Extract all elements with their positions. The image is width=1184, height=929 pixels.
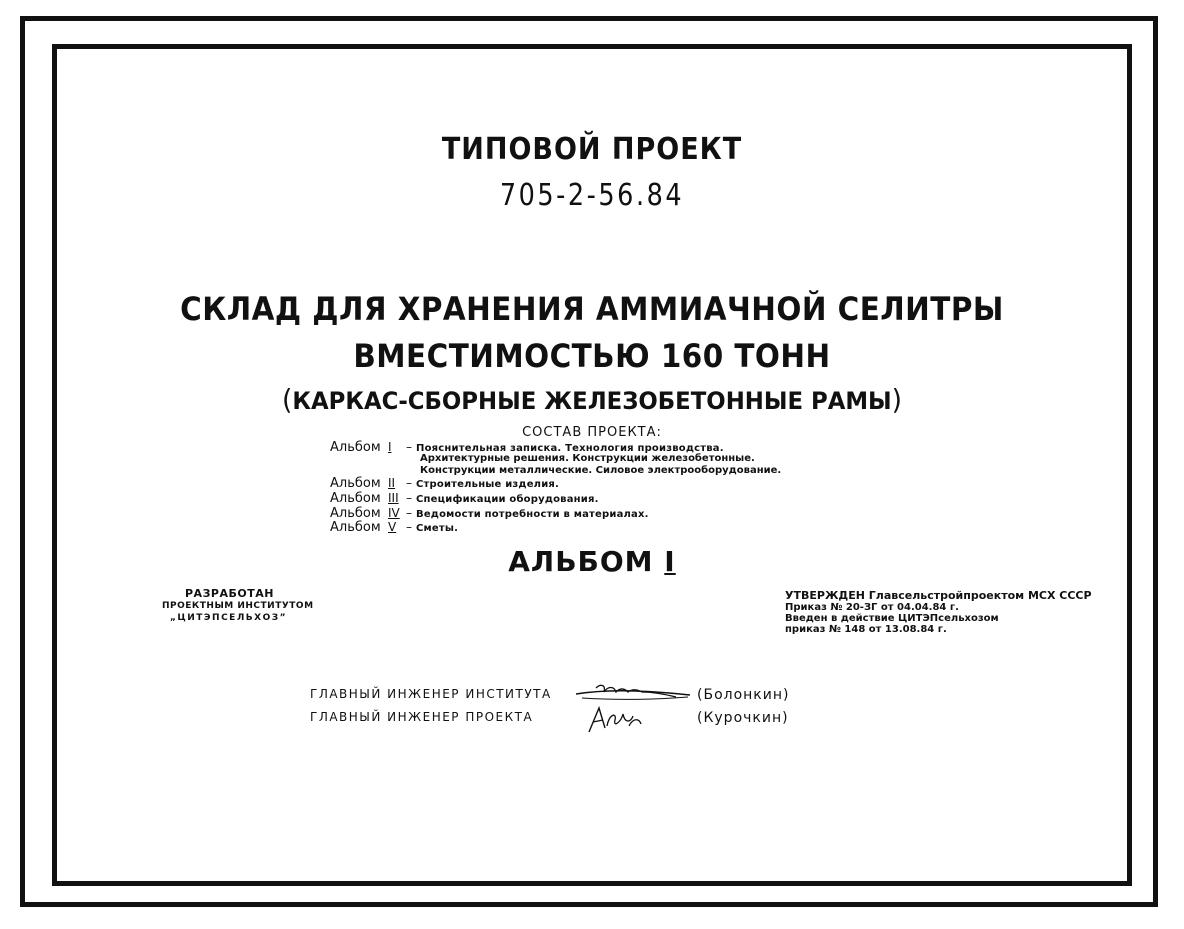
album-number: II <box>388 476 396 490</box>
album-row <box>330 520 458 535</box>
document-heading: ТИПОВОЙ ПРОЕКТ <box>441 132 743 167</box>
album-description-continued: Конструкции металлические. Силовое электрооборудование. <box>420 465 782 476</box>
album-label: Альбом <box>330 440 381 455</box>
signatory-name: (Курочкин) <box>697 710 789 726</box>
left-paren: ( <box>281 383 293 416</box>
signature-role: ГЛАВНЫЙ ИНЖЕНЕР ИНСТИТУТА <box>310 687 552 701</box>
album-row <box>330 506 649 521</box>
developed-title: РАЗРАБОТАН <box>185 587 274 600</box>
album-title <box>0 545 1184 578</box>
signature-role: ГЛАВНЫЙ ИНЖЕНЕР ПРОЕКТА <box>310 710 534 724</box>
album-label: Альбом <box>330 520 381 535</box>
album-description: Сметы. <box>416 523 459 534</box>
album-row <box>330 476 559 491</box>
album-number: III <box>388 491 399 505</box>
album-description: Строительные изделия. <box>416 479 560 490</box>
signature-image <box>585 702 645 736</box>
right-paren: ) <box>891 383 903 416</box>
developer-organization: „ЦИТЭПСЕЛЬХОЗ” <box>170 613 288 623</box>
album-description: Ведомости потребности в материалах. <box>416 509 649 520</box>
album-row <box>330 491 599 506</box>
album-number: I <box>388 440 392 454</box>
album-label: Альбом <box>330 491 381 506</box>
signatory-name: (Болонкин) <box>697 687 790 703</box>
album-description: Пояснительная записка. Технология производства. <box>416 443 724 454</box>
project-title-line2: ВМЕСТИМОСТЬЮ 160 ТОНН <box>353 337 831 375</box>
album-title-number: I <box>664 545 676 578</box>
dash: – <box>406 476 412 490</box>
dash: – <box>406 520 412 534</box>
composition-heading: СОСТАВ ПРОЕКТА: <box>522 425 662 440</box>
album-label: Альбом <box>330 476 381 491</box>
project-subtitle <box>30 383 1155 416</box>
album-label: Альбом <box>330 506 381 521</box>
developed-by: ПРОЕКТНЫМ ИНСТИТУТОМ <box>162 601 314 611</box>
project-title-line1: СКЛАД ДЛЯ ХРАНЕНИЯ АММИАЧНОЙ СЕЛИТРЫ <box>180 290 1004 328</box>
album-number: IV <box>388 506 400 520</box>
album-description: Спецификации оборудования. <box>416 494 599 505</box>
project-code: 705-2-56.84 <box>499 178 685 213</box>
enactment-line: Введен в действие ЦИТЭПсельхозом <box>785 613 999 624</box>
album-title-label: АЛЬБОМ <box>508 545 654 578</box>
album-number: V <box>388 520 397 534</box>
subtitle-text: КАРКАС-СБОРНЫЕ ЖЕЛЕЗОБЕТОННЫЕ РАМЫ <box>292 387 892 415</box>
dash: – <box>406 440 412 454</box>
approval-line: УТВЕРЖДЕН Главсельстройпроектом МСХ СССР <box>785 589 1092 602</box>
album-description-continued: Архитектурные решения. Конструкции железобетонные. <box>420 453 755 464</box>
dash: – <box>406 491 412 505</box>
approval-order: Приказ № 20-ЗГ от 04.04.84 г. <box>785 602 959 613</box>
enactment-order: приказ № 148 от 13.08.84 г. <box>785 624 947 635</box>
dash: – <box>406 506 412 520</box>
